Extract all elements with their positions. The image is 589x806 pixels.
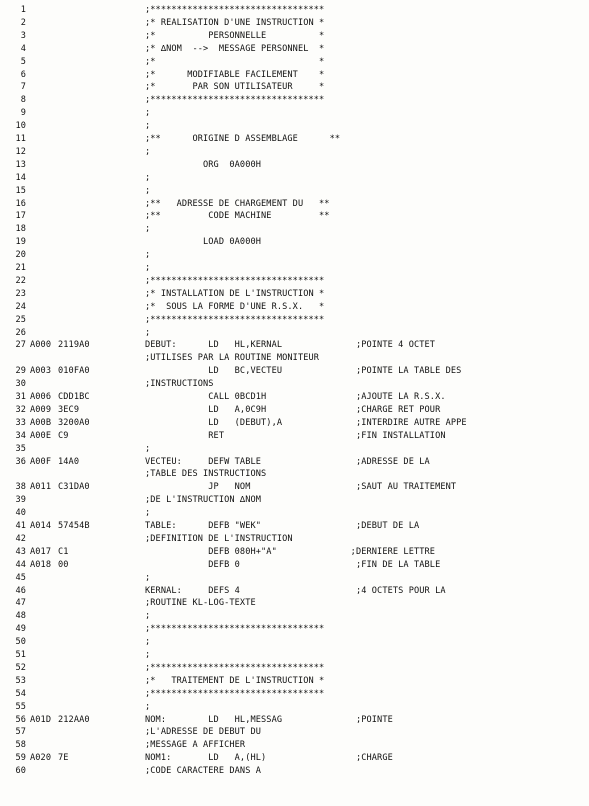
line-number: 14 bbox=[15, 172, 26, 183]
source-text: DEBUT: LD HL,KERNAL ;POINTE 4 OCTET bbox=[145, 340, 436, 351]
source-text: ; bbox=[145, 224, 151, 235]
source-text: ;* * bbox=[145, 56, 325, 67]
line-number: 1 bbox=[20, 5, 26, 15]
address: A009 bbox=[30, 404, 52, 415]
line-number: 19 bbox=[15, 237, 26, 248]
listing-line bbox=[0, 4, 589, 17]
source-text: ;* ∆NOM --> MESSAGE PERSONNEL * bbox=[145, 43, 325, 54]
line-number: 23 bbox=[15, 288, 26, 299]
listing-line bbox=[0, 559, 589, 572]
line-number: 10 bbox=[15, 121, 26, 132]
line-number: 40 bbox=[15, 508, 26, 519]
listing-line bbox=[0, 636, 589, 649]
line-number: 2 bbox=[20, 17, 26, 28]
listing-line bbox=[0, 198, 589, 211]
source-text: ;* MODIFIABLE FACILEMENT * bbox=[145, 69, 325, 80]
listing-line bbox=[0, 623, 589, 636]
source-text: ;DE L'INSTRUCTION ∆NOM bbox=[145, 495, 262, 506]
listing-line bbox=[0, 120, 589, 133]
machine-code: C1 bbox=[58, 546, 69, 557]
source-text: ;* TRAITEMENT DE L'INSTRUCTION * bbox=[145, 675, 325, 686]
listing-line bbox=[0, 701, 589, 714]
line-number: 52 bbox=[15, 662, 26, 673]
source-text: ; bbox=[145, 250, 151, 261]
source-text: DEFB 080H+"A" ;DERNIERE LETTRE bbox=[145, 546, 436, 557]
source-text: ;* PERSONNELLE * bbox=[145, 30, 325, 41]
address: A014 bbox=[30, 521, 52, 531]
line-number: 32 bbox=[15, 404, 26, 415]
listing-line bbox=[0, 327, 589, 340]
source-text: ; bbox=[145, 572, 151, 583]
listing-line bbox=[0, 533, 589, 546]
line-number: 24 bbox=[15, 301, 26, 312]
line-number: 30 bbox=[15, 379, 26, 390]
machine-code: 00 bbox=[58, 559, 69, 570]
source-text: ;********************************* bbox=[145, 95, 325, 106]
line-number: 47 bbox=[15, 598, 26, 609]
listing-line bbox=[0, 546, 589, 559]
source-text: VECTEU: DEFW TABLE ;ADRESSE DE LA bbox=[145, 456, 430, 467]
source-text: KERNAL: DEFS 4 ;4 OCTETS POUR LA bbox=[145, 585, 446, 596]
line-number: 49 bbox=[15, 624, 26, 635]
line-number: 58 bbox=[15, 740, 26, 751]
line-number: 36 bbox=[15, 456, 26, 467]
line-number: 51 bbox=[15, 650, 26, 660]
source-text: ;********************************* bbox=[145, 624, 325, 635]
source-text: JP NOM ;SAUT AU TRAITEMENT bbox=[145, 482, 457, 493]
source-text: LD A,0C9H ;CHARGE RET POUR bbox=[145, 404, 441, 415]
line-number: 16 bbox=[15, 198, 26, 209]
source-text: ;MESSAGE A AFFICHER bbox=[145, 740, 246, 751]
source-text: ;ROUTINE KL-LOG-TEXTE bbox=[145, 598, 256, 609]
line-number: 48 bbox=[15, 611, 26, 622]
listing-line bbox=[0, 726, 589, 739]
listing-line bbox=[0, 107, 589, 120]
source-text: ;********************************* bbox=[145, 275, 325, 286]
line-number: 38 bbox=[15, 482, 26, 493]
listing-line bbox=[0, 172, 589, 185]
source-text: ;* INSTALLATION DE L'INSTRUCTION * bbox=[145, 288, 325, 299]
source-text: ; bbox=[145, 121, 151, 132]
listing-line bbox=[0, 69, 589, 82]
line-number: 9 bbox=[20, 108, 26, 119]
source-text: ;TABLE DES INSTRUCTIONS bbox=[145, 469, 267, 480]
source-text: ; bbox=[145, 650, 151, 660]
listing-line bbox=[0, 507, 589, 520]
line-number: 21 bbox=[15, 263, 26, 273]
machine-code: C9 bbox=[58, 430, 69, 441]
listing-line bbox=[0, 765, 589, 778]
source-text: NOM: LD HL,MESSAG ;POINTE bbox=[145, 714, 393, 725]
address: A00B bbox=[30, 417, 52, 428]
source-text: ;* SOUS LA FORME D'UNE R.S.X. * bbox=[145, 301, 325, 312]
source-text: ORG 0A000H bbox=[145, 159, 262, 170]
listing-line bbox=[0, 223, 589, 236]
line-number: 12 bbox=[15, 146, 26, 157]
listing-line bbox=[0, 739, 589, 752]
machine-code: 7E bbox=[58, 753, 69, 764]
line-number: 60 bbox=[15, 766, 26, 777]
line-number: 55 bbox=[15, 701, 26, 712]
listing-line bbox=[0, 714, 589, 727]
line-number: 46 bbox=[15, 585, 26, 596]
line-number: 8 bbox=[20, 95, 26, 106]
source-text: ; bbox=[145, 637, 151, 648]
source-text: LOAD 0A000H bbox=[145, 237, 262, 248]
line-number: 43 bbox=[15, 546, 26, 557]
address: A00F bbox=[30, 456, 52, 467]
listing-line bbox=[0, 597, 589, 610]
listing-line bbox=[0, 314, 589, 327]
listing-line bbox=[0, 649, 589, 662]
listing-line bbox=[0, 339, 589, 352]
machine-code: 3EC9 bbox=[58, 404, 80, 415]
source-text: ;********************************* bbox=[145, 5, 325, 15]
line-number: 13 bbox=[15, 159, 26, 170]
source-text: ;** ORIGINE D ASSEMBLAGE ** bbox=[145, 134, 341, 144]
source-text: ;* REALISATION D'UNE INSTRUCTION * bbox=[145, 17, 325, 28]
listing-line bbox=[0, 456, 589, 469]
listing-line bbox=[0, 301, 589, 314]
line-number: 35 bbox=[15, 443, 26, 454]
line-number: 15 bbox=[15, 185, 26, 196]
source-text: ;** CODE MACHINE ** bbox=[145, 211, 330, 222]
source-text: ; bbox=[145, 443, 151, 454]
source-text: ; bbox=[145, 508, 151, 519]
source-text: ;CODE CARACTERE DANS A bbox=[145, 766, 262, 777]
listing-line bbox=[0, 275, 589, 288]
line-number: 11 bbox=[15, 134, 26, 144]
line-number: 29 bbox=[15, 366, 26, 377]
listing-line bbox=[0, 94, 589, 107]
listing-line bbox=[0, 443, 589, 456]
line-number: 7 bbox=[20, 82, 26, 93]
listing-line bbox=[0, 236, 589, 249]
source-text: NOM1: LD A,(HL) ;CHARGE bbox=[145, 753, 393, 764]
address: A003 bbox=[30, 366, 52, 377]
line-number: 27 bbox=[15, 340, 26, 351]
line-number: 25 bbox=[15, 314, 26, 325]
line-number: 5 bbox=[20, 56, 26, 67]
machine-code: C31DA0 bbox=[58, 482, 90, 493]
source-text: RET ;FIN INSTALLATION bbox=[145, 430, 446, 441]
source-text: ; bbox=[145, 701, 151, 712]
source-text: ;* PAR SON UTILISATEUR * bbox=[145, 82, 325, 93]
line-number: 57 bbox=[15, 727, 26, 738]
listing-line bbox=[0, 365, 589, 378]
line-number: 50 bbox=[15, 637, 26, 648]
source-text: CALL 0BCD1H ;AJOUTE LA R.S.X. bbox=[145, 392, 446, 402]
listing-line bbox=[0, 752, 589, 765]
listing-line bbox=[0, 572, 589, 585]
line-number: 26 bbox=[15, 327, 26, 338]
source-text: ; bbox=[145, 327, 151, 338]
source-text: TABLE: DEFB "WEK" ;DEBUT DE LA bbox=[145, 521, 420, 531]
line-number: 42 bbox=[15, 533, 26, 544]
line-number: 22 bbox=[15, 275, 26, 286]
line-number: 54 bbox=[15, 688, 26, 699]
address: A011 bbox=[30, 482, 52, 493]
source-text: ; bbox=[145, 108, 151, 119]
source-text: ; bbox=[145, 146, 151, 157]
listing-line bbox=[0, 417, 589, 430]
machine-code: 212AA0 bbox=[58, 714, 90, 725]
line-number: 18 bbox=[15, 224, 26, 235]
line-number: 4 bbox=[20, 43, 26, 54]
source-text: ; bbox=[145, 185, 151, 196]
address: A00E bbox=[30, 430, 52, 441]
line-number: 17 bbox=[15, 211, 26, 222]
listing-line bbox=[0, 133, 589, 146]
machine-code: 14A0 bbox=[58, 456, 80, 467]
address: A017 bbox=[30, 546, 52, 557]
listing-line bbox=[0, 288, 589, 301]
listing-line bbox=[0, 159, 589, 172]
listing-line bbox=[0, 249, 589, 262]
line-number: 34 bbox=[15, 430, 26, 441]
machine-code: 57454B bbox=[58, 521, 90, 531]
source-text: ; bbox=[145, 611, 151, 622]
listing-line bbox=[0, 262, 589, 275]
source-text: ;INSTRUCTIONS bbox=[145, 379, 214, 390]
source-text: ;L'ADRESSE DE DEBUT DU bbox=[145, 727, 262, 738]
line-number: 39 bbox=[15, 495, 26, 506]
listing-line bbox=[0, 662, 589, 675]
line-number: 3 bbox=[20, 30, 26, 41]
source-text: ;********************************* bbox=[145, 688, 325, 699]
listing-line bbox=[0, 494, 589, 507]
line-number: 45 bbox=[15, 572, 26, 583]
listing-line bbox=[0, 352, 589, 365]
line-number: 33 bbox=[15, 417, 26, 428]
source-text: ; bbox=[145, 172, 151, 183]
listing-line bbox=[0, 675, 589, 688]
listing-line bbox=[0, 404, 589, 417]
source-text: ; bbox=[145, 263, 151, 273]
source-text: DEFB 0 ;FIN DE LA TABLE bbox=[145, 559, 441, 570]
listing-line bbox=[0, 210, 589, 223]
address: A006 bbox=[30, 392, 52, 402]
listing-line bbox=[0, 520, 589, 533]
listing-line bbox=[0, 146, 589, 159]
listing-line bbox=[0, 378, 589, 391]
machine-code: 010FA0 bbox=[58, 366, 90, 377]
line-number: 20 bbox=[15, 250, 26, 261]
line-number: 31 bbox=[15, 392, 26, 402]
listing-line bbox=[0, 481, 589, 494]
source-text: ;********************************* bbox=[145, 314, 325, 325]
address: A01D bbox=[30, 714, 52, 725]
source-text: ;********************************* bbox=[145, 662, 325, 673]
listing-line bbox=[0, 688, 589, 701]
line-number: 59 bbox=[15, 753, 26, 764]
line-number: 6 bbox=[20, 69, 26, 80]
listing-line bbox=[0, 430, 589, 443]
source-text: ;UTILISES PAR LA ROUTINE MONITEUR bbox=[145, 353, 320, 364]
machine-code: CDD1BC bbox=[58, 392, 90, 402]
line-number: 56 bbox=[15, 714, 26, 725]
listing-line bbox=[0, 56, 589, 69]
listing-line bbox=[0, 17, 589, 30]
listing-line bbox=[0, 185, 589, 198]
address: A020 bbox=[30, 753, 52, 764]
address: A000 bbox=[30, 340, 52, 351]
listing-line bbox=[0, 610, 589, 623]
source-text: LD BC,VECTEU ;POINTE LA TABLE DES bbox=[145, 366, 462, 377]
source-text: ;** ADRESSE DE CHARGEMENT DU ** bbox=[145, 198, 330, 209]
listing-line bbox=[0, 43, 589, 56]
source-text: LD (DEBUT),A ;INTERDIRE AUTRE APPE bbox=[145, 417, 467, 428]
machine-code: 3200A0 bbox=[58, 417, 90, 428]
source-text: ;DEFINITION DE L'INSTRUCTION bbox=[145, 533, 293, 544]
listing-line bbox=[0, 468, 589, 481]
line-number: 44 bbox=[15, 559, 26, 570]
listing-line bbox=[0, 30, 589, 43]
address: A018 bbox=[30, 559, 52, 570]
line-number: 53 bbox=[15, 675, 26, 686]
listing-line bbox=[0, 391, 589, 404]
listing-line bbox=[0, 81, 589, 94]
machine-code: 2119A0 bbox=[58, 340, 90, 351]
line-number: 41 bbox=[15, 521, 26, 531]
listing-line bbox=[0, 585, 589, 598]
